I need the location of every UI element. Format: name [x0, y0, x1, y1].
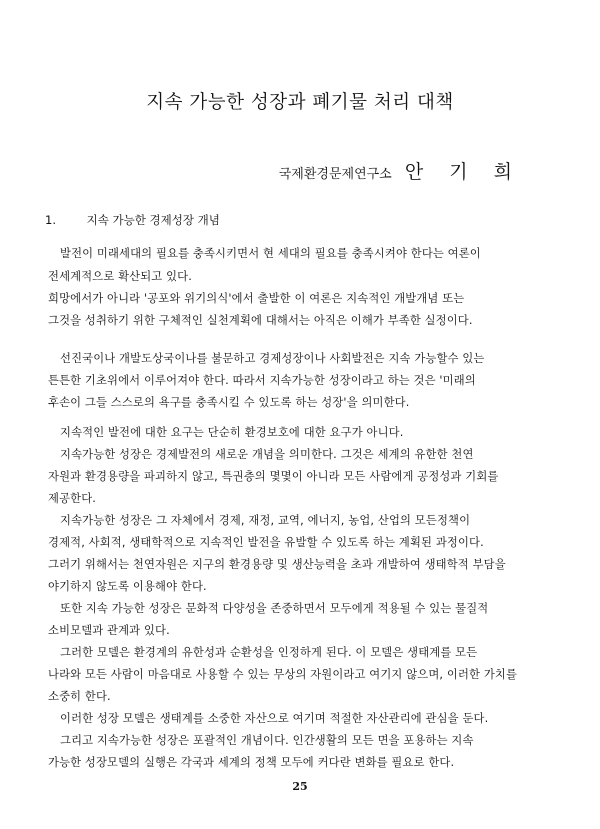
body-line: 그것을 성취하기 위한 구체적인 실천계획에 대해서는 아직은 이해가 부족한 실정이다.	[48, 314, 473, 327]
author-block	[279, 157, 522, 184]
body-line: 경제적, 사회적, 생태학적으로 지속적인 발전을 유발할 수 있도록 하는 계획된 과정이다.	[48, 536, 484, 549]
body-line: 그리고 지속가능한 성장은 포괄적인 개념이다. 인간생활의 모든 면을 포용하는 지속	[60, 734, 474, 747]
body-line: 소중히 한다.	[48, 690, 111, 703]
body-line: 제공한다.	[48, 492, 96, 505]
body-line: 지속적인 발전에 대한 요구는 단순히 환경보호에 대한 요구가 아니다.	[60, 426, 404, 439]
body-line: 선진국이나 개발도상국이나를 불문하고 경제성장이나 사회발전은 지속 가능할수 있는	[60, 352, 485, 365]
body-line: 튼튼한 기초위에서 이루어져야 한다. 따라서 지속가능한 성장이라고 하는 것은 '미래의	[48, 374, 476, 387]
author-affiliation: 국제환경문제연구소	[278, 167, 392, 182]
section-heading	[45, 212, 220, 228]
body-line: 전세계적으로 확산되고 있다.	[48, 270, 192, 283]
body-line: 나라와 모든 사람이 마음대로 사용할 수 있는 무상의 자원이라고 여기지 않으며, 이러한 가치를	[48, 668, 518, 681]
page-number: 25	[292, 780, 308, 793]
author-name: 안 기 희	[404, 161, 522, 183]
body-line: 지속가능한 성장은 그 자체에서 경제, 재정, 교역, 에너지, 농업, 산업의 모든정책이	[60, 514, 471, 527]
body-line: 지속가능한 성장은 경제발전의 새로운 개념을 의미한다. 그것은 세계의 유한한 천연	[60, 448, 474, 461]
section-number: 1.	[45, 213, 56, 227]
body-line: 가능한 성장모델의 실행은 각국과 세계의 정책 모두에 커다란 변화를 필요로 한다.	[48, 756, 455, 769]
body-line: 또한 지속 가능한 성장은 문화적 다양성을 존중하면서 모두에게 적용될 수 있는 물질적	[60, 602, 489, 615]
body-line: 그러기 위해서는 천연자원은 지구의 환경용량 및 생산능력을 초과 개발하여 생태학적 부담을	[48, 558, 506, 571]
section-title: 지속 가능한 경제성장 개념	[86, 213, 220, 227]
body-line: 그러한 모델은 환경계의 유한성과 순환성을 인정하게 된다. 이 모델은 생태계를 모든	[60, 646, 478, 659]
document-title: 지속 가능한 성장과 폐기물 처리 대책	[146, 92, 454, 113]
body-line: 희망에서가 아니라 '공포와 위기의식'에서 출발한 이 여론은 지속적인 개발개념 또는	[48, 292, 465, 305]
body-line: 야기하지 않도록 이용해야 한다.	[48, 580, 207, 593]
body-line: 발전이 미래세대의 필요를 충족시키면서 현 세대의 필요를 충족시켜야 한다는 여론이	[60, 247, 481, 260]
body-line: 소비모델과 관계과 있다.	[48, 624, 170, 637]
body-line: 후손이 그들 스스로의 욕구를 충족시킬 수 있도록 하는 성장'을 의미한다.	[48, 396, 410, 409]
body-line: 이러한 성장 모델은 생태계를 소중한 자산으로 여기며 적절한 자산관리에 관심을 둔다.	[60, 712, 489, 725]
body-line: 자원과 환경용량을 파괴하지 않고, 특권층의 몇몇이 아니라 모든 사람에게 공정성과 기회를	[48, 470, 499, 483]
